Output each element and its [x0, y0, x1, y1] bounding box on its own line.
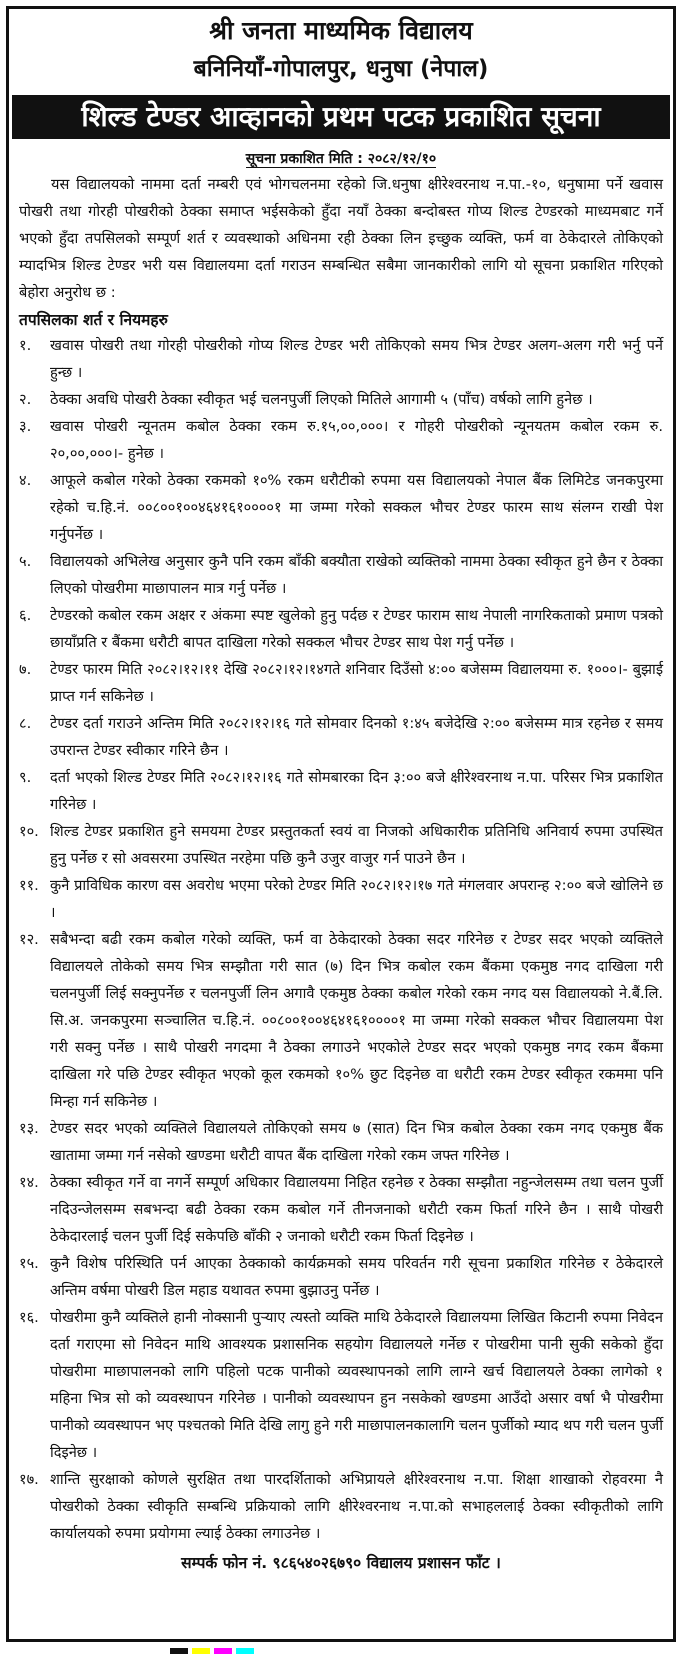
term-text: टेण्डर फारम मिति २०८२।१२।११ देखि २०८२।१२।१४गते शनिवार दिउँसो ४:०० बजेसम्म विद्यालयमा रु. १०००।- बुझाई प्राप्त गर्न सकिनेछ । — [50, 661, 663, 705]
term-number: ३. — [19, 418, 32, 435]
term-number: १. — [19, 337, 32, 354]
term-item — [19, 1115, 663, 1169]
term-text: खवास पोखरी तथा गोरही पोखरीको गोप्य शिल्ड टेण्डर भरी तोकिएको समय भित्र टेण्डर अलग-अलग गरी भर्नु पर्ने हुन्छ । — [50, 337, 663, 381]
term-text: टेण्डरको कबोल रकम अक्षर र अंकमा स्पष्ट खुलेको हुनु पर्दछ र टेण्डर फाराम साथ नेपाली नागरिकताको प्रमाण पत्रको छायाँप्रति र बैंकमा धरौटी बापत दाखिला गरेको सक्कल भौचर टेण्डर साथ पेश गर्नु पर्नेछ । — [50, 607, 663, 651]
term-number: १६. — [19, 1309, 39, 1326]
school-address: बनिनियाँ-गोपालपुर, धनुषा (नेपाल) — [193, 56, 489, 82]
term-text: विद्यालयको अभिलेख अनुसार कुनै पनि रकम बाँकी बक्यौता राखेको व्यक्तिको नाममा ठेक्का स्वीकृत हुने छैन र ठेक्का लिएको पोखरीमा माछापालन मात्र गर्नु पर्नेछ । — [50, 553, 663, 597]
term-number: ७. — [19, 661, 32, 678]
term-number: १५. — [19, 1255, 39, 1272]
term-number: ४. — [19, 472, 32, 489]
term-number: १७. — [19, 1471, 39, 1488]
term-item — [19, 386, 663, 413]
terms-heading: तपसिलका शर्त र नियमहरु — [19, 311, 168, 329]
term-number: ५. — [19, 553, 32, 570]
term-item — [19, 656, 663, 710]
term-number: २. — [19, 391, 32, 408]
term-item — [19, 872, 663, 926]
publication-date-text: सूचना प्रकाशित मिति : २०८२/१२/१० — [245, 151, 437, 167]
term-text: ठेक्का स्वीकृत गर्ने वा नगर्ने सम्पूर्ण अधिकार विद्यालयमा निहित रहनेछ र ठेक्का सम्झौता नहुन्जेलसम्म तथा चलन पुर्जी नदिउन्जेलसम्म सबभन्दा बढी ठेक्का रकम कबोल गर्ने तीनजनाको धरौटी रकम फिर्ता गरिने छैन । साथै पोखरी ठेकेदारलाई चलन पुर्जी दिई सकेपछि बाँकी २ जनाको धरौटी रकम फिर्ता दिइनेछ । — [50, 1174, 663, 1245]
term-item — [19, 467, 663, 548]
term-text: आफूले कबोल गरेको ठेक्का रकमको १०% रकम धरौटीको रुपमा यस विद्यालयको नेपाल बैंक लिमिटेड जनकपुरमा रहेको च.हि.नं. ००८००१००४६४१६१००००१ मा जम्मा गरेको सक्कल भौचर टेण्डर फारम साथ संलग्न राखी पेश गर्नुपर्नेछ । — [50, 472, 663, 543]
term-item — [19, 926, 663, 1115]
print-color-swatch — [170, 1648, 188, 1654]
term-number: १४. — [19, 1174, 39, 1191]
term-text: ठेक्का अवधि पोखरी ठेक्का स्वीकृत भई चलनपुर्जी लिएको मितिले आगामी ५ (पाँच) वर्षको लागि हुनेछ । — [50, 391, 593, 408]
term-text: दर्ता भएको शिल्ड टेण्डर मिति २०८२।१२।१६ गते सोमबारका दिन ३:०० बजे क्षीरेश्वरनाथ न.पा. परिसर भित्र प्रकाशित गरिनेछ । — [50, 769, 663, 813]
term-item — [19, 332, 663, 386]
term-text: सबैभन्दा बढी रकम कबोल गरेको व्यक्ति, फर्म वा ठेकेदारको ठेक्का सदर गरिनेछ र टेण्डर सदर भएको व्यक्तिले विद्यालयले तोकेको समय भित्र सम्झौता गरी सात (७) दिन भित्र कबोल रकम बैंकमा एकमुष्ठ नगद दाखिला गरी चलनपुर्जी लिई सक्नुपर्नेछ र चलनपुर्जी लिन अगावै एकमुष्ठ ठेक्का कबोल गरेको रकम नगद यस विद्यालयको ने.बैं.लि. सि.अ. जनकपुरमा सञ्चालित च.हि.नं. ००८००१००४६४१६१००००१ मा जम्मा गरेको सक्कल भौचर विद्यालयमा पेश गरी सक्नु पर्नेछ । साथै पोखरी नगदमा नै ठेक्का लगाउने भएकोले टेण्डर सदर भएको एकमुष्ठ नगद रकम बैंकमा दाखिला गरे पछि टेण्डर स्वीकृत भएको कूल रकमको १०% छुट दिइनेछ वा धरौटी रकम टेण्डर स्वीकृत रकममा पनि मिन्हा गर्न सकिनेछ । — [50, 931, 663, 1110]
term-item — [19, 413, 663, 467]
term-item — [19, 602, 663, 656]
term-number: ६. — [19, 607, 32, 624]
term-item — [19, 818, 663, 872]
tender-notice — [6, 6, 676, 1642]
term-item — [19, 1250, 663, 1304]
term-text: खवास पोखरी न्यूनतम कबोल ठेक्का रकम रु.१५,००,०००। र गोहरी पोखरीको न्यूनयतम कबोल रकम रु. २०,००,०००।- हुनेछ । — [50, 418, 663, 462]
term-text: टेण्डर सदर भएको व्यक्तिले विद्यालयले तोकिएको समय ७ (सात) दिन भित्र कबोल ठेक्का रकम नगद एकमुष्ठ बैंक खातामा जम्मा गर्न नसेको खण्डमा धरौटी वापत बैंक दाखिला गरेको रकम जफ्त गरिनेछ । — [50, 1120, 663, 1164]
notice-banner: शिल्ड टेण्डर आव्हानको प्रथम पटक प्रकाशित सूचना — [12, 95, 670, 139]
term-text: कुनै विशेष परिस्थिति पर्न आएका ठेक्काको कार्यक्रमको समय परिवर्तन गरी सूचना प्रकाशित गरिनेछ र ठेकेदारले अन्तिम वर्षमा पोखरी डिल महाड यथावत रुपमा बुझाउनु पर्नेछ । — [50, 1255, 663, 1299]
intro-paragraph: यस विद्यालयको नाममा दर्ता नम्बरी एवं भोगचलनमा रहेको जि.धनुषा क्षीरेश्वरनाथ न.पा.-१०, धनुषामा पर्ने खवास पोखरी तथा गोरही पोखरीको ठेक्का समाप्त भईसकेको हुँदा नयाँ ठेक्का बन्दोबस्त गोप्य शिल्ड टेण्डरको माध्यमबाट गर्ने भएको हुँदा तपसिलको सम्पूर्ण शर्त र व्यवस्थाको अधिनमा रही ठेक्का लिन इच्छुक व्यक्ति, फर्म वा ठेकेदारले तोकिएको म्यादभित्र शिल्ड टेण्डर भरी यस विद्यालयमा दर्ता गराउन सम्बन्धित सबैमा जानकारीको लागि यो सूचना प्रकाशित गरिएको बेहोरा अनुरोध छ : — [19, 176, 663, 301]
school-name: श्री जनता माध्यमिक विद्यालय — [209, 16, 473, 45]
term-item — [19, 764, 663, 818]
print-color-swatch — [236, 1648, 254, 1654]
term-text: शिल्ड टेण्डर प्रकाशित हुने समयमा टेण्डर प्रस्तुतकर्ता स्वयं वा निजको अधिकारीक प्रतिनिधि अनिवार्य रुपमा उपस्थित हुनु पर्नेछ र सो अवसरमा उपस्थित नरहेमा पछि कुनै उजुर वाजुर गर्न पाउने छैन । — [50, 823, 663, 867]
term-number: ९. — [19, 769, 32, 786]
contact-line: सम्पर्क फोन नं. ९८६५४०२६७९० विद्यालय प्रशासन फाँट । — [181, 1554, 501, 1572]
term-item — [19, 1169, 663, 1250]
term-item — [19, 710, 663, 764]
print-color-swatch — [192, 1648, 210, 1654]
term-item — [19, 1466, 663, 1547]
term-number: १३. — [19, 1120, 39, 1137]
publication-date — [19, 149, 663, 169]
term-text: टेण्डर दर्ता गराउने अन्तिम मिति २०८२।१२।१६ गते सोमवार दिनको १:४५ बजेदेखि २:०० बजेसम्म मात्र रहनेछ र समय उपरान्त टेण्डर स्वीकार गरिने छैन । — [50, 715, 663, 759]
term-item — [19, 548, 663, 602]
term-number: १०. — [19, 823, 39, 840]
term-number: ८. — [19, 715, 32, 732]
print-color-swatch — [214, 1648, 232, 1654]
term-item — [19, 1304, 663, 1466]
print-color-marks — [170, 1648, 254, 1654]
term-text: कुनै प्राविधिक कारण वस अवरोध भएमा परेको टेण्डर मिति २०८२।१२।१७ गते मंगलवार अपरान्ह २:०० बजे खोलिने छ । — [50, 877, 663, 921]
term-text: शान्ति सुरक्षाको कोणले सुरक्षित तथा पारदर्शिताको अभिप्रायले क्षीरेश्वरनाथ न.पा. शिक्षा शाखाको रोहवरमा नै पोखरीको ठेक्का स्वीकृति सम्बन्धि प्रक्रियाको लागि क्षीरेश्वरनाथ न.पा.को सभाहललाई ठेक्का स्वीकृतीको लागि कार्यालयको रुपमा प्रयोगमा ल्याई ठेक्का लगाउनेछ । — [50, 1471, 663, 1542]
term-text: पोखरीमा कुनै व्यक्तिले हानी नोक्सानी पुऱ्याए त्यस्तो व्यक्ति माथि ठेकेदारले विद्यालयमा लिखित किटानी रुपमा निवेदन दर्ता गराएमा सो निवेदन माथि आवश्यक प्रशासनिक सहयोग विद्यालयले गर्नेछ र पोखरीमा पानी सुकी सकेको हुँदा पोखरीमा माछापालनको लागि पहिलो पटक पानीको व्यवस्थापनको लागि लाग्ने खर्च विद्यालयले ठेक्का लागेको १ महिना भित्र सो को व्यवस्थापन गरिनेछ । पानीको व्यवस्थापन हुन नसकेको खण्डमा आउँदो असार वर्षा भै पोखरीमा पानीको व्यवस्थापन भए पश्चतको मिति देखि लागु हुने गरी माछापालनकालागि चलन पुर्जीको म्याद थप गरी चलन पुर्जी दिइनेछ । — [50, 1309, 663, 1461]
terms-list — [19, 332, 663, 1547]
term-number: ११. — [19, 877, 39, 894]
term-number: १२. — [19, 931, 39, 948]
